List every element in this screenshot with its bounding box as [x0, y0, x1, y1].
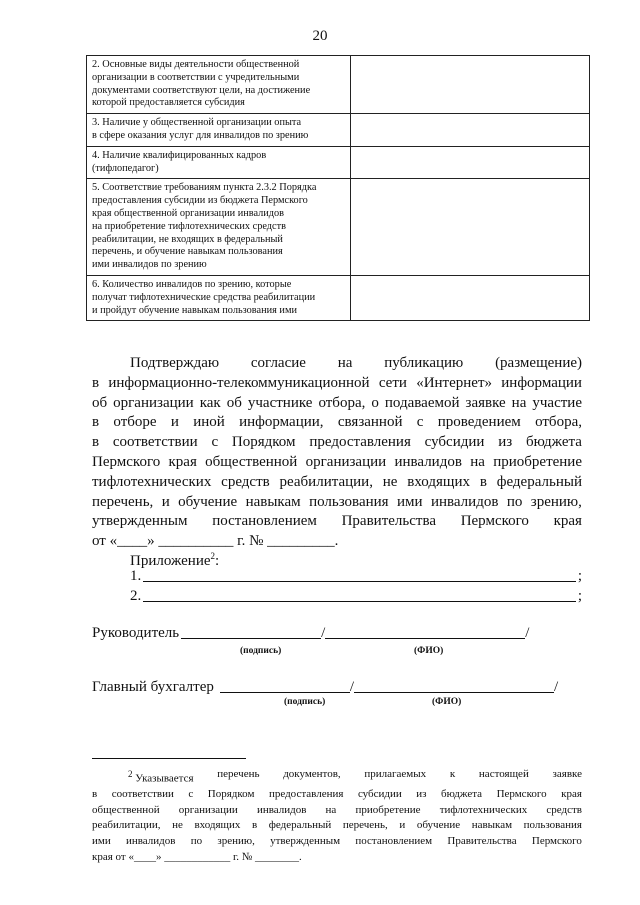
accountant-name-field[interactable] — [354, 678, 554, 693]
consent-line: Пермского края общественной организации инвалидов на приобретение — [92, 453, 582, 470]
criteria-table — [86, 55, 590, 321]
consent-line: об организации как об участнике отбора, о подаваемой заявке на участие — [92, 394, 582, 411]
criteria-label-line: в сфере оказания услуг для инвалидов по зрению — [92, 129, 309, 141]
head-name-caption: (ФИО) — [414, 646, 444, 656]
criteria-row — [87, 275, 590, 320]
head-label: Руководитель — [92, 625, 180, 641]
criteria-row — [87, 114, 590, 147]
attachment-item-2[interactable]: 2. ; — [130, 588, 582, 604]
footnote-line: в соответствии с Порядком предоставления субсидии из бюджета Пермского края — [92, 788, 582, 801]
criteria-label-line: которой предоставляется субсидия — [92, 97, 245, 109]
criteria-row — [87, 179, 590, 276]
criteria-label-line: (тифлопедагог) — [92, 162, 159, 174]
footnote-line: реабилитации, не входящих в федеральный перечень, и обучение навыкам пользования — [92, 819, 582, 832]
accountant-label: Главный бухгалтер — [92, 679, 214, 695]
criteria-label — [87, 275, 351, 320]
criteria-label-line: ими инвалидов по зрению — [92, 259, 207, 271]
criteria-label-line: перечень, и обучение навыкам пользования — [92, 246, 283, 258]
criteria-label-line: организации в соответствии с учредительными — [92, 71, 300, 83]
consent-line: Подтверждаю согласие на публикацию (размещение) — [130, 355, 582, 371]
criteria-label-line: на приобретение тифлотехнических средств — [92, 220, 286, 232]
criteria-label — [87, 114, 351, 147]
consent-line: утвержденным постановлением Правительства Пермского края — [92, 513, 582, 530]
criteria-label-line: получат тифлотехнические средства реабилитации — [92, 291, 316, 303]
accountant-sign-caption: (подпись) — [284, 697, 326, 707]
criteria-label-line: и пройдут обучение навыкам пользования ими — [92, 304, 297, 316]
footnote-mark: 2 — [128, 769, 133, 779]
criteria-label-line: 5. Соответствие требованиям пункта 2.3.2 Порядка — [92, 182, 317, 194]
footnote-last-line: края от «____» ____________ г. № ________. — [92, 850, 302, 863]
attachment-item-1[interactable]: 1. ; — [130, 568, 582, 584]
criteria-label-line: 6. Количество инвалидов по зрению, которые — [92, 278, 292, 290]
footnote-ref: 2 — [210, 551, 216, 561]
criteria-label-line: 3. Наличие у общественной организации опыта — [92, 117, 302, 129]
head-sign-field[interactable] — [181, 624, 321, 639]
criteria-label — [87, 146, 351, 179]
criteria-row — [87, 56, 590, 114]
consent-paragraph — [92, 354, 582, 552]
criteria-label-line: предоставления субсидии из бюджета Пермского — [92, 195, 308, 207]
criteria-value-cell[interactable] — [350, 56, 589, 114]
accountant-signature-row: Главный бухгалтер / / — [92, 679, 559, 695]
attachment-heading: Приложение$^2$: — [130, 551, 220, 569]
accountant-name-caption: (ФИО) — [432, 697, 462, 707]
consent-line: перечень, и обучение навыкам пользования ими инвалидов по зрению, — [92, 493, 582, 510]
criteria-value-cell[interactable] — [350, 146, 589, 179]
criteria-label-line: 2. Основные виды деятельности общественной — [92, 59, 300, 70]
criteria-value-cell[interactable] — [350, 114, 589, 147]
criteria-label-line: реабилитации, не входящих в федеральный — [92, 233, 283, 245]
criteria-label-line: документами соответствуют цели, на достижение — [92, 84, 311, 96]
criteria-label — [87, 179, 351, 276]
consent-line: в отборе и иной информации, связанной с проведением отбора, — [92, 414, 582, 431]
consent-date-line: от «____» __________ г. № _________. — [92, 533, 339, 550]
page-number: 20 — [312, 28, 328, 44]
consent-line: в соответствии с Порядком предоставления субсидии из бюджета — [92, 434, 582, 451]
consent-line: в информационно-телекоммуникационной сети «Интернет» информации — [92, 374, 582, 391]
footnote-line: $^2$ Указывается перечень документов, прилагаемых к настоящей заявке — [128, 768, 582, 785]
accountant-sign-field[interactable] — [220, 678, 350, 693]
criteria-value-cell[interactable] — [350, 275, 589, 320]
head-signature-row: Руководитель / / — [92, 625, 530, 641]
consent-line: тифлотехнических средств реабилитации, не входящих в федеральный — [92, 473, 582, 490]
footnote-line: общественной организации инвалидов на приобретение тифлотехнических средств — [92, 803, 582, 816]
criteria-value-cell[interactable] — [350, 179, 589, 276]
head-name-field[interactable] — [325, 624, 525, 639]
criteria-label-line: 4. Наличие квалифицированных кадров — [92, 149, 267, 161]
criteria-row — [87, 146, 590, 179]
head-sign-caption: (подпись) — [240, 646, 282, 656]
footnote — [92, 767, 582, 865]
criteria-label — [87, 56, 351, 114]
criteria-label-line: края общественной организации инвалидов — [92, 207, 285, 219]
footnote-separator — [92, 758, 246, 759]
footnote-line: ими инвалидов по зрению, утвержденным постановлением Правительства Пермского — [92, 835, 582, 848]
attachment-label: Приложение — [130, 553, 211, 569]
